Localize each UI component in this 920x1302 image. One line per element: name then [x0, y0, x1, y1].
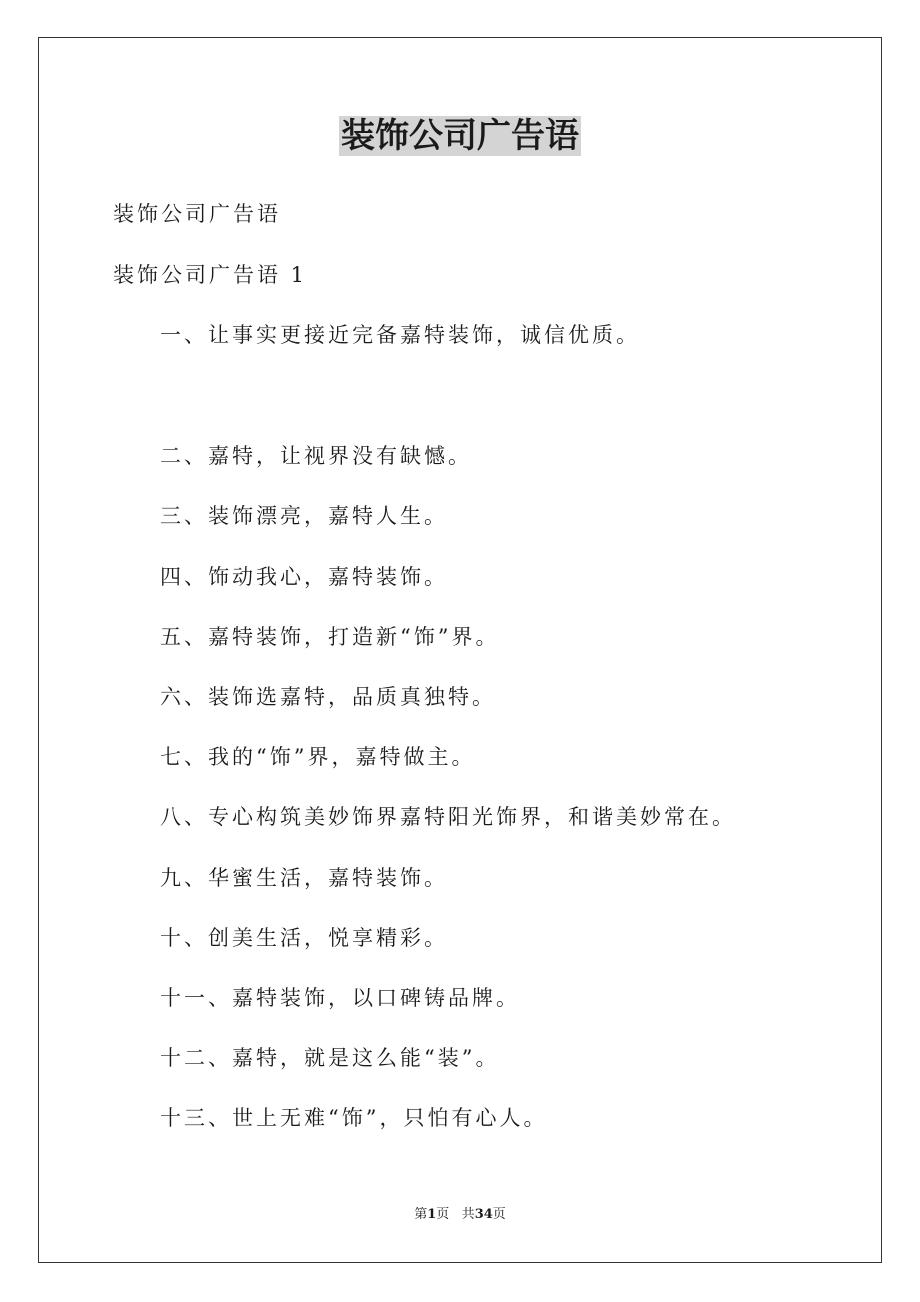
- document-title-text: 装饰公司广告语: [341, 116, 579, 156]
- slogan-item-6: 六、装饰选嘉特，品质真独特。: [160, 685, 496, 709]
- slogan-item-3: 三、装饰漂亮，嘉特人生。: [160, 504, 448, 528]
- total-pages: 34: [474, 1207, 493, 1222]
- page-number: 1: [427, 1207, 437, 1222]
- slogan-item-9: 九、华蜜生活，嘉特装饰。: [160, 866, 448, 890]
- section-heading: 装饰公司广告语 1: [113, 263, 308, 287]
- slogan-item-13: 十三、世上无难“饰”，只怕有心人。: [160, 1106, 548, 1130]
- slogan-item-11: 十一、嘉特装饰，以口碑铸品牌。: [160, 986, 520, 1010]
- total-suffix: 页: [492, 1207, 506, 1222]
- slogan-item-2: 二、嘉特，让视界没有缺憾。: [160, 444, 472, 468]
- document-subtitle: 装饰公司广告语: [113, 202, 281, 226]
- slogan-item-7: 七、我的“饰”界，嘉特做主。: [160, 745, 476, 769]
- page-footer: [0, 1206, 920, 1224]
- slogan-item-1: 一、让事实更接近完备嘉特装饰，诚信优质。: [160, 323, 640, 347]
- document-title: [0, 113, 920, 159]
- slogan-item-10: 十、创美生活，悦享精彩。: [160, 926, 448, 950]
- slogan-item-12: 十二、嘉特，就是这么能“装”。: [160, 1046, 500, 1070]
- slogan-item-8: 八、专心构筑美妙饰界嘉特阳光饰界，和谐美妙常在。: [160, 805, 736, 829]
- slogan-item-5: 五、嘉特装饰，打造新“饰”界。: [160, 625, 500, 649]
- page-prefix: 第: [414, 1207, 428, 1222]
- page-suffix: 页: [436, 1207, 450, 1222]
- total-prefix: 共: [461, 1207, 475, 1222]
- slogan-item-4: 四、饰动我心，嘉特装饰。: [160, 565, 448, 589]
